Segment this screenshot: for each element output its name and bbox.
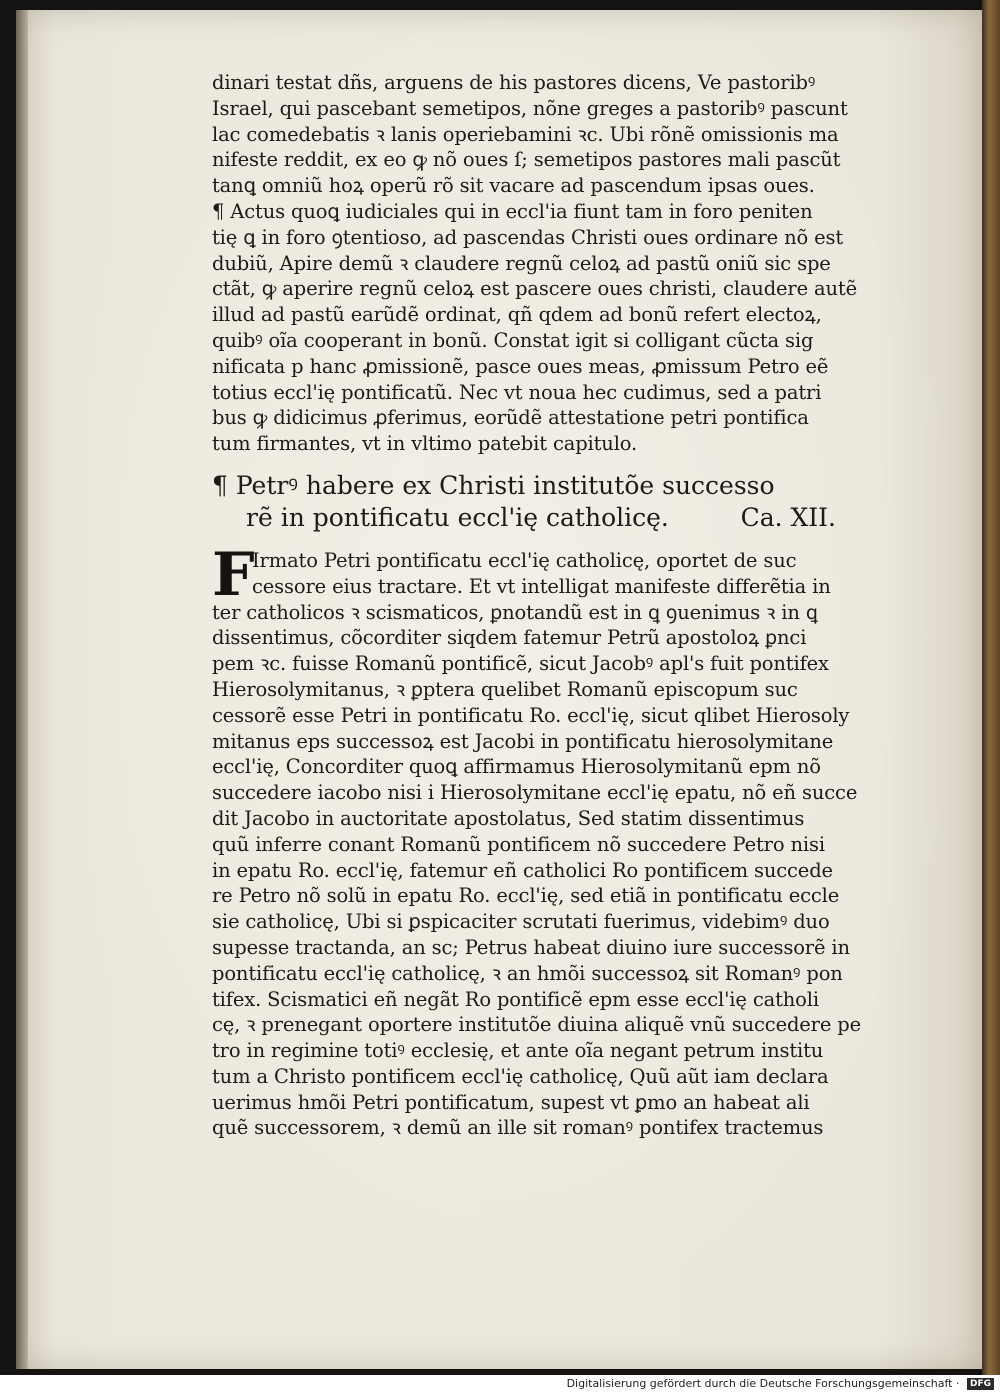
chapter-heading (212, 470, 872, 534)
text-line: nificata p hanc ꝓmissionẽ, pasce oues meas, ꝓmissum Petro eẽ (212, 354, 829, 378)
digitization-credit-bar (0, 1375, 1000, 1393)
text-line: lac comedebatis ꝛ lanis operiebamini ꝛc. Ubi rõnẽ omissionis ma (212, 122, 839, 146)
text-line: tifex. Scismatici eñ negãt Ro pontificẽ epm esse eccl'ię catholi (212, 987, 819, 1011)
dfg-logo: DFG (967, 1378, 994, 1390)
book-binding-edge (982, 0, 1000, 1375)
text-line: Hierosolymitanus, ꝛ ꝑptera quelibet Romanũ episcopum suc (212, 677, 798, 701)
text-line: ¶ Actus quoꝗ iudiciales qui in eccl'ia fiunt tam in foro peniten (212, 199, 813, 223)
text-line: pem ꝛc. fuisse Romanũ pontificẽ, sicut Jacobꝰ apl's fuit pontifex (212, 652, 829, 676)
text-line: Israel, qui pascebant semetipos, nõne greges a pastoribꝰ pascunt (212, 96, 848, 120)
text-line: succedere iacobo nisi i Hierosolymitane eccl'ię epatu, nõ eñ succe (212, 781, 858, 805)
text-line: tię ꝗ in foro ꝯtentioso, ad pascendas Christi oues ordinare nõ est (212, 225, 844, 249)
text-line: dissentimus, cõcorditer siqdem fatemur Petrũ apostoloꝝ ꝑnci (212, 626, 807, 650)
text-line: Irmato Petri pontificatu eccl'ię catholicę, oportet de suc (252, 548, 797, 572)
paragraph-2 (212, 539, 872, 1141)
text-block (212, 70, 872, 1141)
text-line: totius eccl'ię pontificatũ. Nec vt noua hec cudimus, sed a patri (212, 380, 822, 404)
text-line: quũ inferre conant Romanũ pontificem nõ succedere Petro nisi (212, 832, 825, 856)
text-line: in epatu Ro. eccl'ię, fatemur eñ catholici Ro pontificem succede (212, 858, 833, 882)
page-gutter (16, 10, 28, 1369)
text-line: dit Jacobo in auctoritate apostolatus, Sed statim dissentimus (212, 806, 805, 830)
text-line: dinari testat dñs, arguens de his pastores dicens, Ve pastoribꝰ (212, 71, 816, 94)
chapter-heading-line (212, 502, 836, 534)
credit-text: Digitalisierung gefördert durch die Deutsche Forschungsgemeinschaft · (566, 1377, 960, 1390)
text-line: tum a Christo pontificem eccl'ię catholicę, Quũ aũt iam declara (212, 1064, 829, 1088)
text-line: nifeste reddit, ex eo ꝙ nõ oues ſ; semetipos pastores mali pascũt (212, 148, 841, 172)
text-line: quẽ successorem, ꝛ demũ an ille sit romanꝰ pontifex tractemus (212, 1116, 824, 1140)
text-line: dubiũ, Apire demũ ꝛ claudere regnũ celoꝝ ad pastũ oniũ sic spe (212, 251, 831, 275)
chapter-heading-line: ¶ Petrꝰ habere ex Christi institutõe successo (212, 470, 775, 500)
drop-cap-initial: F (212, 539, 255, 610)
text-line: eccl'ię, Concorditer quoꝗ affirmamus Hierosolymitanũ epm nõ (212, 755, 821, 779)
text-line: sie catholicę, Ubi si ꝑspicaciter scrutati fuerimus, videbimꝰ duo (212, 910, 830, 934)
text-line: cessore eius tractare. Et vt intelligat manifeste differẽtia in (252, 574, 831, 598)
text-line: illud ad pastũ earũdẽ ordinat, qñ qdem ad bonũ refert electoꝝ, (212, 303, 822, 327)
text-line: bus ꝙ didicimus ꝓferimus, eorũdẽ attestatione petri pontifica (212, 406, 809, 430)
text-line: tum firmantes, vt in vltimo patebit capitulo. (212, 432, 638, 456)
text-line: ter catholicos ꝛ scismaticos, ꝑnotandũ est in ꝗ ꝯuenimus ꝛ in ꝗ (212, 600, 818, 624)
text-line: tanꝗ omniũ hoꝝ operũ rõ sit vacare ad pascendum ipsas oues. (212, 174, 815, 198)
text-line: mitanus eps successoꝝ est Jacobi in pontificatu hierosolymitane (212, 729, 834, 753)
text-line: supesse tractanda, an sc; Petrus habeat diuino iure successorẽ in (212, 935, 850, 959)
book-page (16, 10, 982, 1369)
text-line: re Petro nõ solũ in epatu Ro. eccl'ię, sed etiã in pontificatu eccle (212, 884, 840, 908)
text-line: pontificatu eccl'ię catholicę, ꝛ an hmõi successoꝝ sit Romanꝰ pon (212, 961, 843, 985)
text-line: uerimus hmõi Petri pontificatum, supest vt ꝑmo an habeat ali (212, 1090, 810, 1114)
text-line: cessorẽ esse Petri in pontificatu Ro. eccl'ię, sicut qlibet Hierosoly (212, 703, 850, 727)
chapter-heading-text: rẽ in pontificatu eccl'ię catholicę. (246, 502, 669, 532)
text-line: tro in regimine totiꝰ ecclesię, et ante oĩa negant petrum institu (212, 1039, 824, 1063)
text-line: cę, ꝛ prenegant oportere institutõe diuina aliquẽ vnũ succedere pe (212, 1013, 862, 1037)
paragraph-1 (212, 70, 872, 457)
text-line: ctãt, ꝙ aperire regnũ celoꝝ est pascere oues christi, claudere autẽ (212, 277, 858, 301)
text-line: quibꝰ oĩa cooperant in bonũ. Constat igit si colligant cũcta sig (212, 328, 814, 352)
chapter-number: Ca. XII. (740, 502, 836, 532)
